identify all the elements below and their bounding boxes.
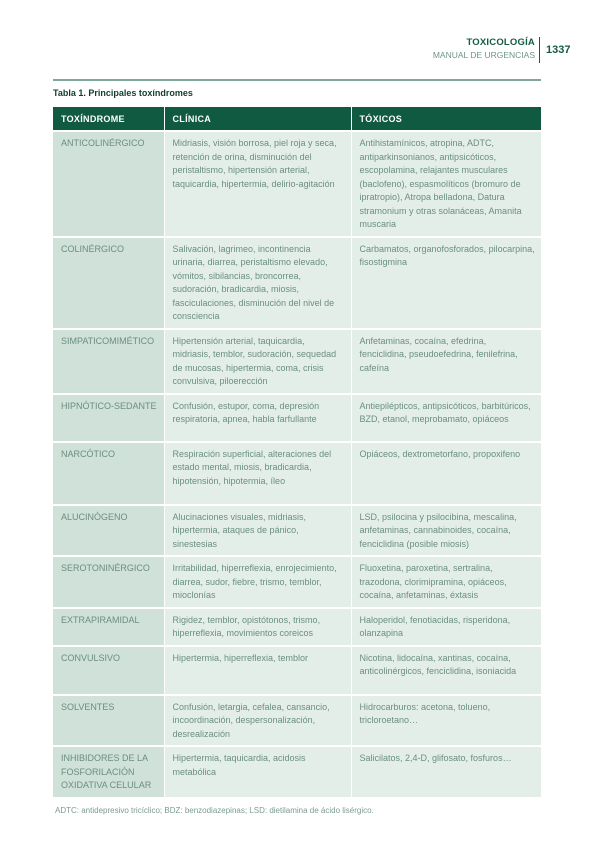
cell-toxindrome: EXTRAPIRAMIDAL <box>53 608 164 646</box>
running-header <box>433 37 535 60</box>
table-row <box>53 746 541 797</box>
cell-toxindrome: SIMPATICOMIMÉTICO <box>53 329 164 394</box>
cell-clinica: Confusión, letargia, cefalea, cansancio, incoordinación, despersonalización, desrealización <box>164 695 351 747</box>
column-header: CLÍNICA <box>164 107 351 131</box>
header-divider <box>539 37 540 63</box>
table-row <box>53 556 541 608</box>
column-header: TOXÍNDROME <box>53 107 164 131</box>
page-number: 1337 <box>546 44 571 56</box>
cell-clinica: Hipertermia, taquicardia, acidosis metabólica <box>164 746 351 797</box>
table-row <box>53 646 541 695</box>
cell-toxicos: Hidrocarburos: acetona, tolueno, tricloroetano… <box>351 695 541 747</box>
cell-toxicos: Nicotina, lidocaína, xantinas, cocaína, anticolinérgicos, fenciclidina, isoniacida <box>351 646 541 695</box>
cell-toxindrome: COLINÉRGICO <box>53 237 164 329</box>
cell-clinica: Hipertensión arterial, taquicardia, midriasis, temblor, sudoración, sequedad de mucosas, hipertermia, coma, crisis convulsiva, piloerección <box>164 329 351 394</box>
table-block <box>53 107 541 816</box>
cell-clinica: Hipertermia, hiperreflexia, temblor <box>164 646 351 695</box>
cell-clinica: Respiración superficial, alteraciones del estado mental, miosis, bradicardia, hipotensión, hipotermia, íleo <box>164 442 351 505</box>
caption-label: Tabla 1. <box>53 88 86 98</box>
cell-toxindrome: ALUCINÓGENO <box>53 505 164 557</box>
cell-toxicos: LSD, psilocina y psilocibina, mescalina, anfetaminas, cannabinoides, cocaína, fenciclidina (posible miosis) <box>351 505 541 557</box>
cell-toxicos: Anfetaminas, cocaína, efedrina, fenciclidina, pseudoefedrina, fenilefrina, cafeína <box>351 329 541 394</box>
cell-clinica: Midriasis, visión borrosa, piel roja y seca, retención de orina, disminución del peristaltismo, hipertensión arterial, taquicardia, hipertermia, delirio-agitación <box>164 131 351 237</box>
table-row <box>53 608 541 646</box>
table-row <box>53 394 541 442</box>
book-title: MANUAL DE URGENCIAS <box>432 50 535 60</box>
cell-clinica: Rigidez, temblor, opistótonos, trismo, hiperreflexia, movimientos coreicos <box>164 608 351 646</box>
cell-toxicos: Salicilatos, 2,4-D, glifosato, fosfuros… <box>351 746 541 797</box>
table-row <box>53 505 541 557</box>
table-row <box>53 442 541 505</box>
toxindromes-table <box>53 107 541 797</box>
caption-title: Principales toxíndromes <box>88 88 193 98</box>
cell-toxicos: Opiáceos, dextrometorfano, propoxifeno <box>351 442 541 505</box>
cell-clinica: Alucinaciones visuales, midriasis, hipertermia, ataques de pánico, sinestesias <box>164 505 351 557</box>
section-title: TOXICOLOGÍA <box>466 37 535 48</box>
table-row <box>53 329 541 394</box>
cell-toxindrome: CONVULSIVO <box>53 646 164 695</box>
cell-toxindrome: NARCÓTICO <box>53 442 164 505</box>
cell-toxicos: Carbamatos, organofosforados, pilocarpina, fisostigmina <box>351 237 541 329</box>
table-row <box>53 237 541 329</box>
column-header: TÓXICOS <box>351 107 541 131</box>
cell-toxindrome: SOLVENTES <box>53 695 164 747</box>
cell-clinica: Confusión, estupor, coma, depresión respiratoria, apnea, habla farfullante <box>164 394 351 442</box>
table-header-row <box>53 107 541 131</box>
top-rule <box>53 79 541 81</box>
cell-toxindrome: SEROTONINÉRGICO <box>53 556 164 608</box>
cell-toxindrome: ANTICOLINÉRGICO <box>53 131 164 237</box>
cell-toxindrome: INHIBIDORES DE LA FOSFORILACIÓN OXIDATIVA CELULAR <box>53 746 164 797</box>
cell-clinica: Irritabilidad, hiperreflexia, enrojecimiento, diarrea, sudor, fiebre, trismo, temblor, mioclonías <box>164 556 351 608</box>
table-row <box>53 695 541 747</box>
cell-toxindrome: HIPNÓTICO-SEDANTE <box>53 394 164 442</box>
cell-toxicos: Antiepilépticos, antipsicóticos, barbitúricos, BZD, etanol, meprobamato, opiáceos <box>351 394 541 442</box>
cell-toxicos: Fluoxetina, paroxetina, sertralina, trazodona, clorimipramina, opiáceos, cocaína, anfetaminas, éxtasis <box>351 556 541 608</box>
table-caption <box>53 88 193 98</box>
cell-toxicos: Haloperidol, fenotiacidas, risperidona, olanzapina <box>351 608 541 646</box>
table-row <box>53 131 541 237</box>
cell-clinica: Salivación, lagrimeo, incontinencia urinaria, diarrea, peristaltismo elevado, vómitos, sibilancias, broncorrea, sudoración, bradicardia, miosis, fasciculaciones, disminución del nivel de consciencia <box>164 237 351 329</box>
cell-toxicos: Antihistamínicos, atropina, ADTC, antiparkinsonianos, antipsicóticos, escopolamina, relajantes musculares (baclofeno), espasmolíticos (bromuro de ipratropio), Atropa belladona, Datura stramonium y otras solanáceas, Amanita muscaria <box>351 131 541 237</box>
table-footnote: ADTC: antidepresivo tricíclico; BDZ: benzodiazepinas; LSD: dietilamina de ácido lisérgico. <box>55 805 374 815</box>
